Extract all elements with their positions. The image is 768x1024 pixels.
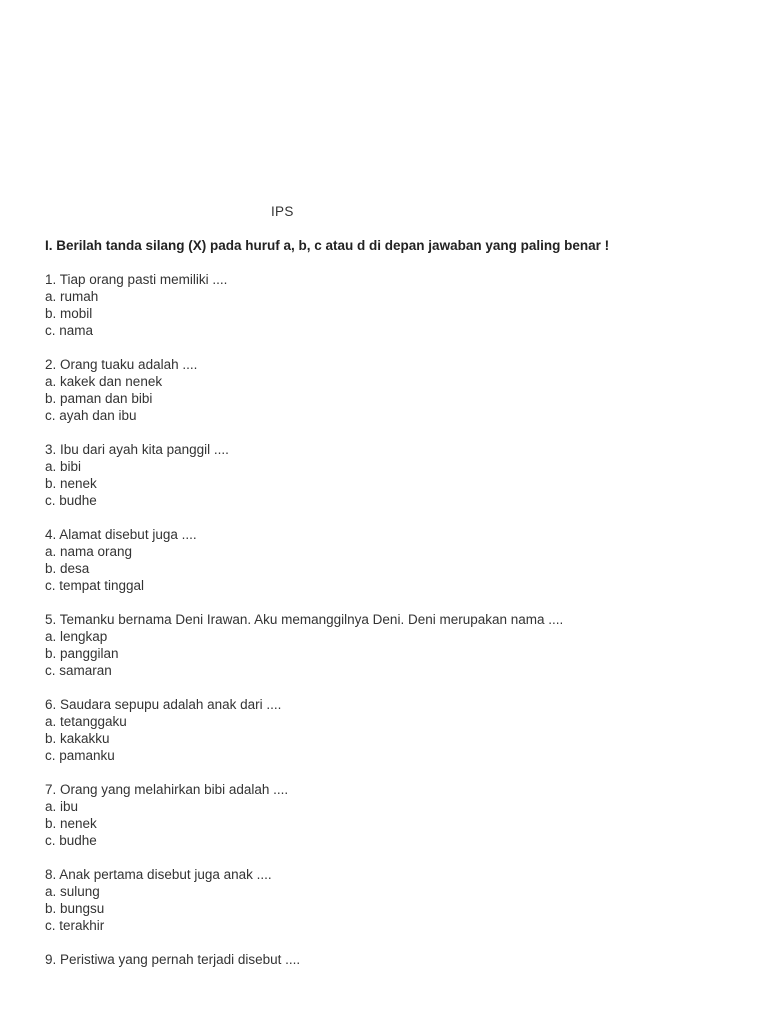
answer-option: a. lengkap	[45, 629, 108, 644]
answer-option: b. nenek	[45, 816, 97, 831]
answer-option: c. ayah dan ibu	[45, 408, 137, 423]
question-item	[45, 271, 745, 339]
answer-option: c. budhe	[45, 493, 97, 508]
instruction-text: I. Berilah tanda silang (X) pada huruf a, b, c atau d di depan jawaban yang paling benar !	[45, 238, 610, 253]
answer-option: c. nama	[45, 323, 94, 338]
question-text: 9. Peristiwa yang pernah terjadi disebut ....	[45, 952, 301, 967]
question-item	[45, 866, 745, 934]
answer-option: a. tetanggaku	[45, 714, 127, 729]
question-text: 6. Saudara sepupu adalah anak dari ....	[45, 697, 282, 712]
answer-option: b. kakakku	[45, 731, 110, 746]
answer-option: c. tempat tinggal	[45, 578, 145, 593]
question-text: 1. Tiap orang pasti memiliki ....	[45, 272, 228, 287]
answer-option: b. bungsu	[45, 901, 105, 916]
question-item	[45, 611, 745, 679]
answer-option: c. pamanku	[45, 748, 115, 763]
document-title: IPS	[271, 204, 294, 219]
answer-option: b. nenek	[45, 476, 97, 491]
answer-option: b. mobil	[45, 306, 93, 321]
answer-option: a. rumah	[45, 289, 99, 304]
answer-option: a. ibu	[45, 799, 79, 814]
answer-option: a. kakek dan nenek	[45, 374, 163, 389]
answer-option: c. terakhir	[45, 918, 105, 933]
question-item	[45, 951, 745, 968]
answer-option: b. panggilan	[45, 646, 119, 661]
question-text: 7. Orang yang melahirkan bibi adalah ....	[45, 782, 289, 797]
question-item	[45, 696, 745, 764]
question-list	[45, 271, 745, 985]
question-item	[45, 441, 745, 509]
question-text: 3. Ibu dari ayah kita panggil ....	[45, 442, 229, 457]
question-item	[45, 526, 745, 594]
answer-option: a. nama orang	[45, 544, 133, 559]
answer-option: a. bibi	[45, 459, 82, 474]
question-text: 2. Orang tuaku adalah ....	[45, 357, 198, 372]
answer-option: b. desa	[45, 561, 90, 576]
answer-option: b. paman dan bibi	[45, 391, 153, 406]
question-text: 4. Alamat disebut juga ....	[45, 527, 197, 542]
answer-option: c. samaran	[45, 663, 112, 678]
question-item	[45, 356, 745, 424]
question-text: 8. Anak pertama disebut juga anak ....	[45, 867, 272, 882]
answer-option: c. budhe	[45, 833, 97, 848]
answer-option: a. sulung	[45, 884, 100, 899]
question-text: 5. Temanku bernama Deni Irawan. Aku memanggilnya Deni. Deni merupakan nama ....	[45, 612, 564, 627]
question-item	[45, 781, 745, 849]
